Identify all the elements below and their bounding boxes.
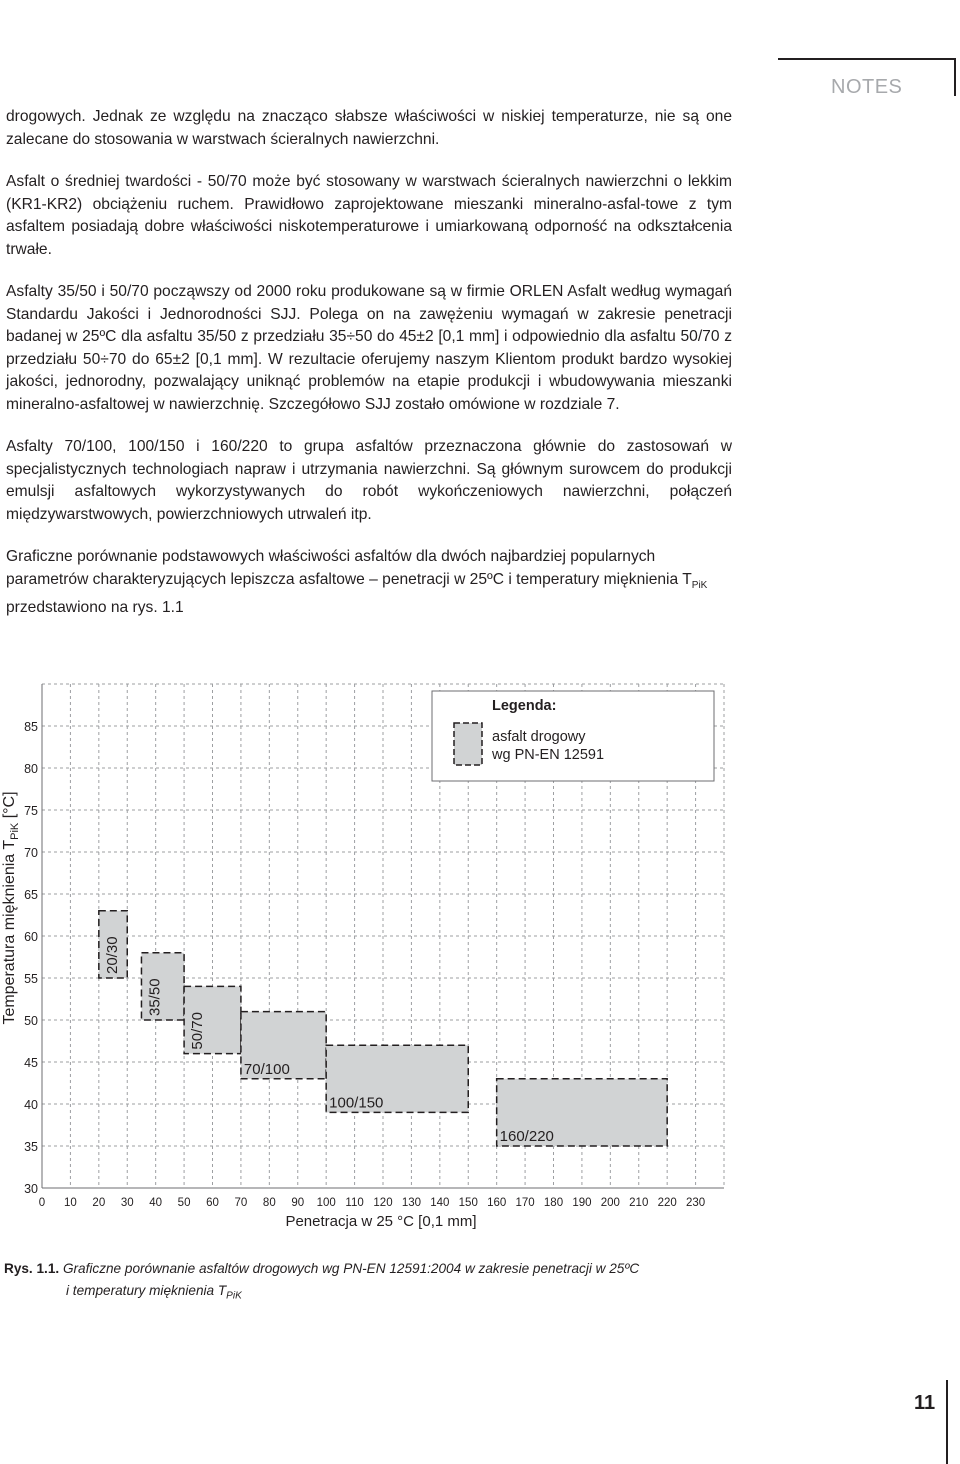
x-tick-label-80: 80 (262, 1197, 276, 1209)
paragraph-3: Asfalty 35/50 i 50/70 począwszy od 2000 roku produkowane są w firmie ORLEN Asfalt według wymagań Standardu Jakości i Jednorodności SJJ. Polega on na zawężeniu wymagań w zakresie penetracji badanej w 25ºC dla asfaltu 35/50 z przedziału 35÷50 do 45±2 [0,1 mm] i odpowiednio dla asfaltu 50/70 z przedziału 50÷70 do 65±2 [0,1 mm]. W rezultacie oferujemy naszym Klientom produkt bardzo wysokiej jakości, jednorodny, pozwalający uniknąć problemów na etapie produkcji i wbudowywania mieszanki mineralno-asfaltowej w nawierzchnię. Szczegółowo SJJ zostało omówione w rozdziale 7. (6, 283, 732, 413)
y-tick-label-65: 65 (24, 888, 38, 902)
x-tick-label-120: 120 (373, 1197, 393, 1209)
x-tick-label-220: 220 (657, 1197, 677, 1209)
paragraph-4: Asfalty 70/100, 100/150 i 160/220 to grupa asfaltów przeznaczona głównie do zastosowań w specjalistycznych technologiach napraw i utrzymania nawierzchni. Są głównym surowcem do produkcji emulsji asfaltowych wykorzystywanych do robót wykończeniowych nawierzchni, połączeń międzywarstwowych, powierzchniowych utrwaleń itp. (6, 438, 732, 523)
caption-line-2-main: i temperatury mięknienia T (66, 1283, 227, 1298)
y-tick-label-35: 35 (24, 1140, 38, 1154)
x-tick-label-30: 30 (120, 1197, 134, 1209)
x-tick-label-150: 150 (458, 1197, 478, 1209)
x-tick-label-20: 20 (92, 1197, 106, 1209)
body-text (6, 106, 732, 640)
y-tick-label-80: 80 (24, 762, 38, 776)
x-tick-label-40: 40 (149, 1197, 163, 1209)
y-tick-label-55: 55 (24, 972, 38, 986)
caption-label: Rys. 1.1. (4, 1261, 60, 1276)
y-axis-label-sub: PiK (9, 822, 21, 840)
y-tick-label-50: 50 (24, 1014, 38, 1028)
legend-title: Legenda: (492, 698, 557, 714)
legend-line-1: asfalt drogowy (492, 729, 586, 745)
x-tick-label-170: 170 (515, 1197, 535, 1209)
x-tick-label-0: 0 (38, 1197, 46, 1209)
chart-legend (432, 691, 714, 781)
paragraph-5-main: Graficzne porównanie podstawowych właściwości asfaltów dla dwóch najbardziej popularnych parametrów charakteryzujących lepiszcza asfaltowe – penetracji w 25ºC i temperatury mięknienia T (6, 548, 692, 588)
y-axis-label (1, 791, 21, 1024)
grade-label-20-30: 20/30 (103, 936, 121, 974)
x-tick-label-190: 190 (572, 1197, 592, 1209)
y-axis-label-main: Temperatura mięknienia T (1, 839, 18, 1025)
x-tick-label-140: 140 (430, 1197, 450, 1209)
x-tick-label-210: 210 (629, 1197, 649, 1209)
page-number-frame (946, 1380, 948, 1464)
x-tick-label-200: 200 (600, 1197, 620, 1209)
x-tick-label-60: 60 (206, 1197, 219, 1209)
x-tick-label-100: 100 (316, 1197, 336, 1209)
y-axis-label-unit: [°C] (1, 791, 18, 823)
page-number: 11 (914, 1392, 936, 1414)
y-tick-label-30: 30 (24, 1182, 38, 1196)
caption-line-2 (4, 1280, 744, 1308)
grade-label-70-100: 70/100 (243, 1060, 290, 1078)
x-axis-label: Penetracja w 25 °C [0,1 mm] (285, 1213, 477, 1230)
grade-label-160-220: 160/220 (499, 1128, 554, 1145)
y-tick-label-60: 60 (24, 930, 38, 944)
paragraph-5 (6, 546, 732, 620)
x-tick-label-230: 230 (685, 1197, 706, 1209)
caption-line-1 (4, 1258, 744, 1280)
y-tick-label-40: 40 (24, 1098, 38, 1112)
paragraph-5-end: przedstawiono na rys. 1.1 (6, 599, 184, 617)
figure-caption (4, 1258, 744, 1308)
x-tick-label-130: 130 (401, 1197, 422, 1209)
y-tick-label-75: 75 (24, 804, 38, 818)
grade-label-35-50: 35/50 (146, 978, 164, 1016)
paragraph-2: Asfalt o średniej twardości - 50/70 może być stosowany w warstwach ścieralnych nawierzchni o lekkim (KR1-KR2) obciążeniu ruchem. Prawidłowo zaprojektowane mieszanki mineralno-asfal-towe z tym asfaltem posiadają dobre właściwości niskotemperaturowe i umiarkowaną odporność na odkształcenia trwałe. (6, 173, 732, 258)
legend-swatch (454, 723, 482, 765)
paragraph-1: drogowych. Jednak ze względu na znacząco słabsze właściwości w niskiej temperaturze, nie są one zalecane do stosowania w warstwach ścieralnych nawierzchni. (6, 108, 732, 148)
x-tick-label-160: 160 (487, 1197, 507, 1209)
caption-line-2-sub: PiK (226, 1290, 242, 1302)
grade-label-50-70: 50/70 (189, 1012, 207, 1050)
x-tick-label-10: 10 (64, 1197, 77, 1209)
grade-label-100-150: 100/150 (329, 1094, 384, 1112)
figure-chart (0, 676, 730, 1236)
x-tick-label-90: 90 (291, 1197, 305, 1209)
x-tick-label-70: 70 (234, 1197, 248, 1209)
y-tick-label-85: 85 (24, 720, 38, 734)
paragraph-5-subscript: PiK (691, 579, 708, 591)
asphalt-grades-chart (0, 676, 730, 1236)
y-tick-label-45: 45 (24, 1056, 38, 1070)
legend-line-2: wg PN-EN 12591 (492, 747, 605, 763)
x-tick-label-110: 110 (345, 1197, 364, 1209)
x-tick-label-180: 180 (543, 1197, 564, 1209)
y-tick-label-70: 70 (24, 846, 38, 860)
x-tick-label-50: 50 (177, 1197, 191, 1209)
notes-label: NOTES (831, 76, 903, 98)
caption-text: Graficzne porównanie asfaltów drogowych wg PN-EN 12591:2004 w zakresie penetracji w 25ºC (59, 1261, 640, 1276)
